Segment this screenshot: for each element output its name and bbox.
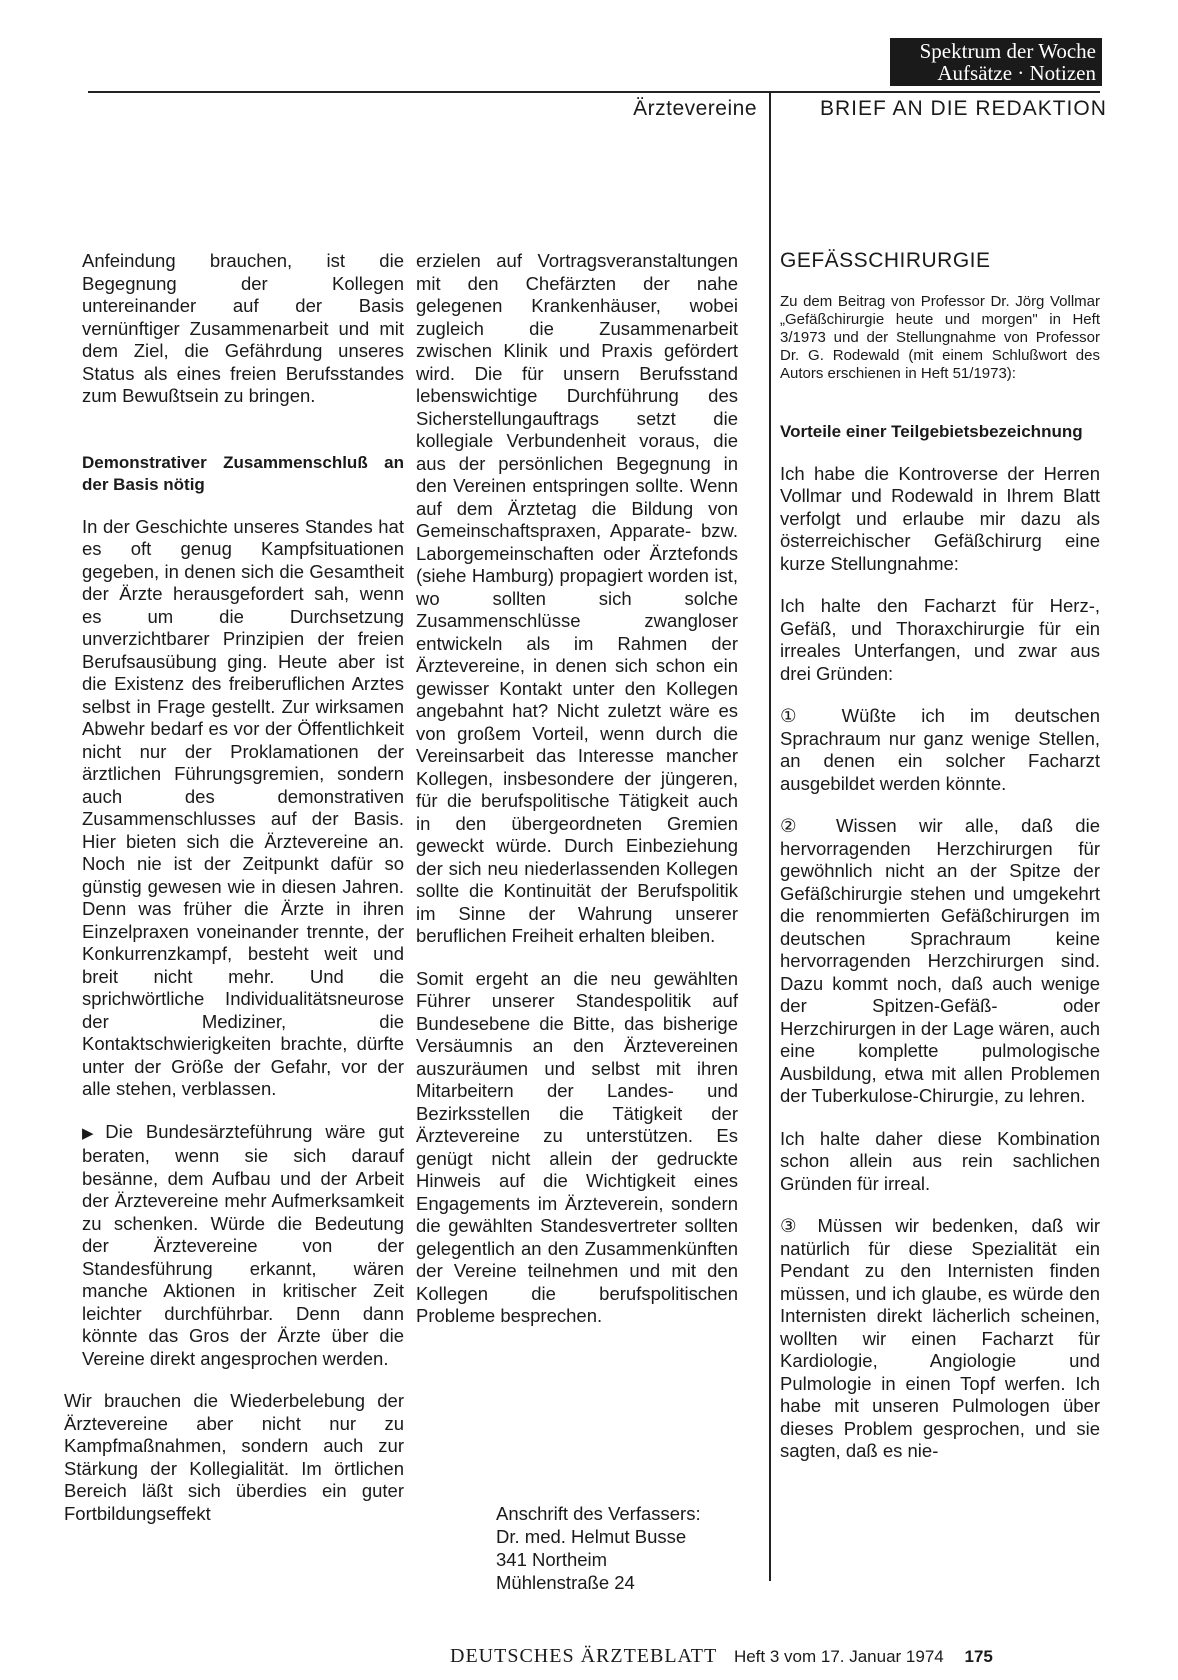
address-line: Dr. med. Helmut Busse (496, 1526, 687, 1547)
triangle-bullet-icon: ▶ (82, 1124, 102, 1142)
section-badge (890, 38, 1102, 86)
paragraph (82, 1121, 404, 1371)
badge-line-2: Aufsätze · Notizen (937, 61, 1096, 85)
letter-intro: Zu dem Beitrag von Professor Dr. Jörg Vollmar „Gefäßchirurgie heute und morgen" in Heft 3/1973 und der Stellungnahme von Professor Dr. G. Rodewald (mit einem Schlußwort des Autors erschienen in Heft 51/1973): (780, 292, 1100, 382)
paragraph: Wir brauchen die Wiederbelebung der Ärztevereine aber nicht nur zu Kampfmaßnahmen, sondern auch zur Stärkung der Kollegialität. Im örtlichen Bereich läßt sich überdies ein guter Fortbildungseffekt (64, 1390, 404, 1524)
section-title: GEFÄSSCHIRURGIE (780, 249, 991, 272)
paragraph: Anfeindung brauchen, ist die Begegnung der Kollegen untereinander auf der Basis vernünftiger Zusammenarbeit und mit dem Ziel, die Gefährdung unseres Status als eines freien Berufsstandes zum Bewußtsein zu bringen. (82, 250, 404, 406)
header-rule (88, 91, 1100, 93)
paragraph: ② Wissen wir alle, daß die hervorragenden Herzchirurgen für gewöhnlich nicht an der Spitze der Gefäßchirurgie stehen und umgekehrt die renommierten Gefäßchirurgen im deutschen Sprachraum keine hervorragenden Herzchirurgen sind. Dazu kommt noch, daß auch wenige der Spitzen-Gefäß- oder Herzchirurgen in der Lage wären, auch eine komplette pulmologische Ausbildung, etwa mit allen Problemen der Tuberkulose-Chirurgie, zu lehren. (780, 815, 1100, 1106)
paragraph: Ich halte den Facharzt für Herz-, Gefäß, und Thoraxchirurgie für ein irreales Unterfangen, und zwar aus drei Gründen: (780, 595, 1100, 684)
paragraph: In der Geschichte unseres Standes hat es oft genug Kampfsituationen gegeben, in denen sich die Gesamtheit der Ärzte herausgefordert sah, wenn es um die Durchsetzung unverzichtbarer Prinzipien der freien Berufsausübung ging. Heute aber ist die Existenz des freiberuflichen Arztes selbst in Frage gestellt. Zur wirksamen Abwehr bedarf es vor der Öffentlichkeit nicht nur der Proklamationen der ärztlichen Führungsgremien, sondern auch des demonstrativen Zusammenschlusses auf der Basis. Hier bieten sich die Ärztevereine an. Noch nie ist der Zeitpunkt dafür so günstig gewesen wie in diesen Jahren. Denn was früher die Ärzte in ihren Einzelpraxen voneinander trennte, der Konkurrenzkampf, besteht weit und breit nicht mehr. Und die sprichwörtliche Individualitätsneurose der Mediziner, die Kontaktschwierigkeiten brachte, dürfte unter der Größe der Gefahr, vor der alle stehen, verblassen. (82, 515, 404, 1099)
letters-heading: BRIEF AN DIE REDAKTION (820, 97, 1107, 120)
paragraph-text: Die Bundesärzteführung wäre gut beraten, wenn sie sich darauf besänne, dem Aufbau und der Arbeit der Ärztevereine mehr Aufmerksamkeit zu schenken. Würde die Bedeutung der Ärztevereine von der Standesführung erkannt, wären manche Aktionen in kritischer Zeit leichter durchführbar. Denn dann könnte das Gros der Ärzte über die Vereine direkt angesprochen werden. (82, 1120, 404, 1369)
subheading: Demonstrativer Zusammenschluß an der Basis nötig (82, 452, 404, 494)
column-3 (780, 250, 1100, 1483)
address-line: Mühlenstraße 24 (496, 1572, 635, 1593)
badge-line-1: Spektrum der Woche (919, 39, 1096, 63)
journal-name: DEUTSCHES ÄRZTEBLATT (450, 1645, 718, 1667)
address-line: Anschrift des Verfassers: (496, 1503, 701, 1524)
page-footer (450, 1645, 993, 1668)
paragraph: Ich halte daher diese Kombination schon allein aus rein sachlichen Gründen für irreal. (780, 1127, 1100, 1194)
author-address (496, 1502, 701, 1594)
page-number: 175 (964, 1647, 993, 1666)
paragraph: erzielen auf Vortragsveranstaltungen mit den Chefärzten der nahe gelegenen Krankenhäuser, wobei zugleich die Zusammenarbeit zwischen Klinik und Praxis gefördert wird. Die für unsern Berufsstand lebenswichtige Durchführung des Sicherstellungauftrags setzt die kollegiale Verbundenheit voraus, die aus der persönlichen Begegnung in den Vereinen entspringen sollte. Wenn auf dem Ärztetag die Bildung von Gemeinschaftspraxen, Apparate- bzw. Laborgemeinschaften oder Ärztefonds (siehe Hamburg) propagiert worden ist, wo sollten sich solche Zusammenschlüsse zwangloser entwickeln als im Rahmen der Ärztevereine, in denen sich schon ein gewisser Kontakt unter den Kollegen angebahnt hat? Nicht zuletzt wäre es von großem Vorteil, wenn durch die Vereinsarbeit das Interesse mancher Kollegen, insbesondere der jüngeren, für die berufspolitische Tätigkeit auch in den übergeordneten Gremien geweckt würde. Durch Einbeziehung der sich neu niederlassenden Kollegen sollte die Kontinuität der Berufspolitik im Sinne der Wahrung unserer beruflichen Freiheit erhalten bleiben. (416, 250, 738, 946)
paragraph: Ich habe die Kontroverse der Herren Vollmar und Rodewald in Ihrem Blatt verfolgt und erlaube mir dazu als österreichischer Gefäßchirurg eine kurze Stellungnahme: (780, 462, 1100, 574)
column-divider (769, 91, 771, 1581)
article-topic: Ärztevereine (633, 97, 757, 120)
paragraph: ③ Müssen wir bedenken, daß wir natürlich für diese Spezialität ein Pendant zu den Internisten finden müssen, und ich glaube, es würde den Internisten direkt lächerlich scheinen, wollten wir einen Facharzt für Kardiologie, Angiologie und Pulmologie in einen Topf werfen. Ich habe mit unseren Pulmologen über dieses Problem gesprochen, und sie sagten, daß es nie- (780, 1215, 1100, 1461)
column-2 (416, 250, 738, 1348)
paragraph: ① Wüßte ich im deutschen Sprachraum nur ganz wenige Stellen, an denen ein solcher Facharzt ausgebildet werden könnte. (780, 705, 1100, 794)
subheading: Vorteile einer Teilgebietsbezeichnung (780, 421, 1083, 441)
address-line: 341 Northeim (496, 1549, 608, 1570)
paragraph: Somit ergeht an die neu gewählten Führer unserer Standespolitik auf Bundesebene die Bitte, das bisherige Versäumnis an den Ärztevereinen auszuräumen und selbst mit ihren Mitarbeitern der Landes- und Bezirksstellen die Tätigkeit der Ärztevereine zu unterstützen. Es genügt nicht allein der gedruckte Hinweis auf die Wichtigkeit eines Engagements im Ärzteverein, sondern die gewählten Standesvertreter sollten gelegentlich an den Zusammenkünften der Vereine teilnehmen und mit den Kollegen die berufspolitischen Probleme besprechen. (416, 967, 738, 1326)
issue-info: Heft 3 vom 17. Januar 1974 (733, 1647, 944, 1666)
column-1 (64, 250, 404, 1545)
